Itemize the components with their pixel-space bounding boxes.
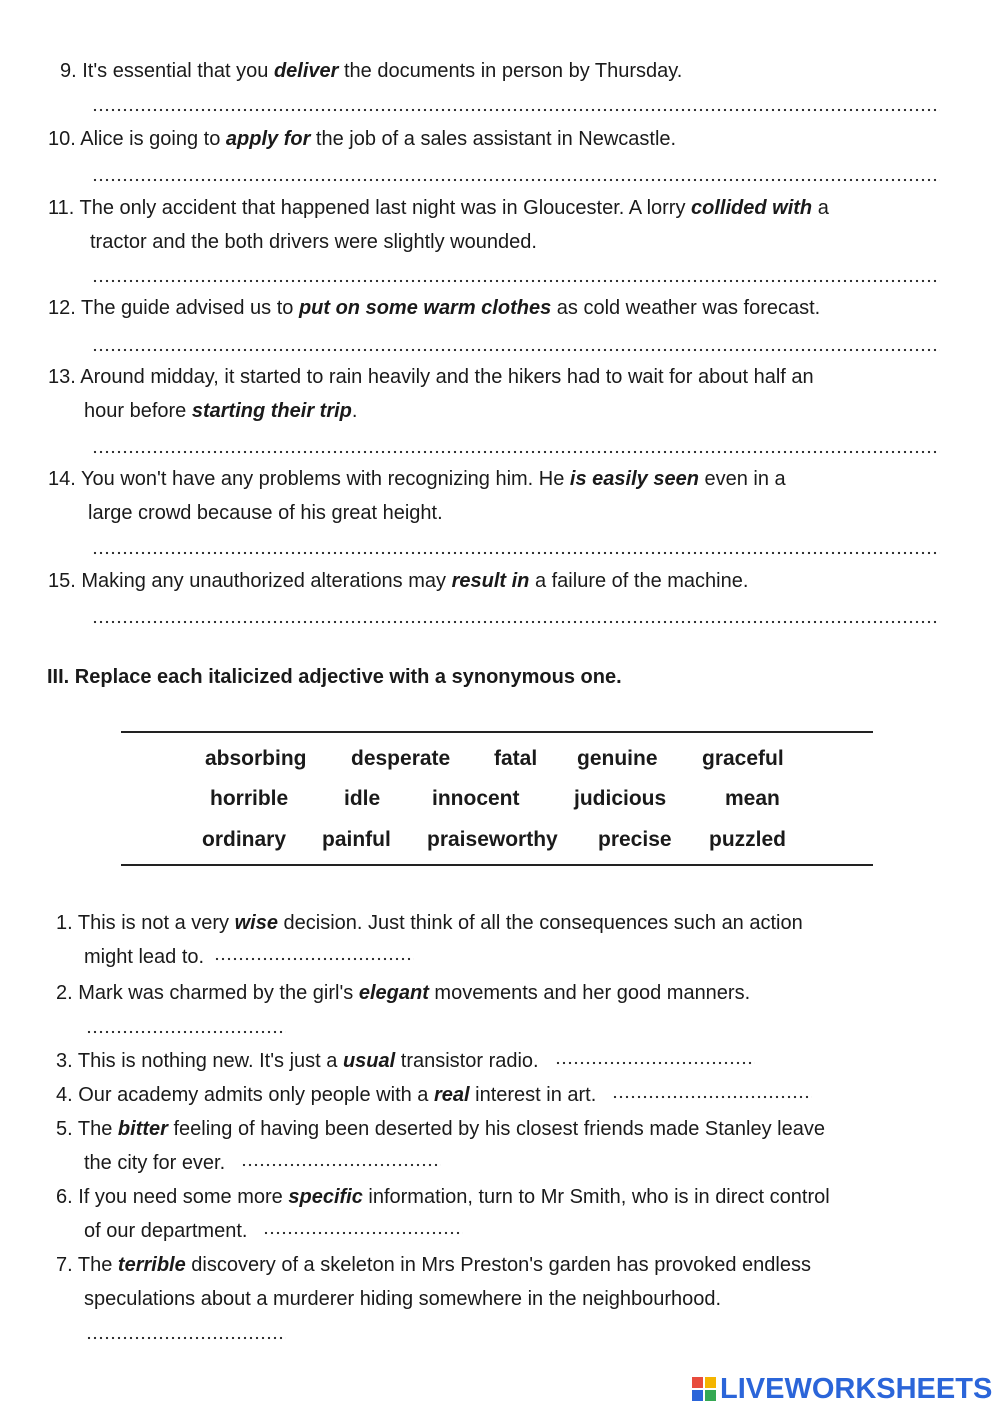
word-option: genuine <box>577 747 658 770</box>
item-text: interest in art. <box>469 1084 597 1106</box>
keyword: result in <box>451 570 530 592</box>
logo-square <box>692 1390 703 1401</box>
keyword: is easily seen <box>569 468 699 490</box>
answer-field-15[interactable] <box>92 612 940 626</box>
s3-item-4 <box>56 1078 812 1112</box>
item-text: information, turn to Mr Smith, who is in direct control <box>362 1186 830 1208</box>
keyword: specific <box>288 1186 363 1208</box>
item-text: decision. Just think of all the consequences such an action <box>277 912 803 934</box>
keyword: collided with <box>691 197 813 219</box>
word-option: horrible <box>210 787 289 810</box>
word-option: judicious <box>574 787 667 810</box>
s3-item-7 <box>56 1248 811 1316</box>
item-number: 5. <box>56 1118 73 1140</box>
word-option: painful <box>322 828 391 851</box>
item-number: 13. <box>48 366 76 388</box>
item-number: 3. <box>56 1050 73 1072</box>
answer-field-s3-5[interactable] <box>241 1155 441 1169</box>
item-text-continued: tractor and the both drivers were slightly wounded. <box>90 231 537 253</box>
item-text: Making any unauthorized alterations may <box>81 570 452 592</box>
answer-field-11[interactable] <box>92 271 940 285</box>
answer-field-s3-7[interactable] <box>86 1328 286 1342</box>
word-option: innocent <box>432 787 520 810</box>
s3-item-2 <box>56 976 750 1010</box>
item-number: 10. <box>48 128 76 150</box>
logo-text: LIVEWORKSHEETS <box>720 1373 993 1405</box>
word-row <box>121 782 873 818</box>
word-row <box>121 823 873 859</box>
answer-field-s3-6[interactable] <box>263 1223 463 1237</box>
keyword: elegant <box>358 982 429 1004</box>
word-box-top-rule <box>121 731 873 733</box>
item-text: Our academy admits only people with a <box>78 1084 434 1106</box>
s3-item-3 <box>56 1044 755 1078</box>
answer-field-13[interactable] <box>92 442 940 456</box>
answer-field-s3-4[interactable] <box>612 1087 812 1101</box>
item-text: Around midday, it started to rain heavily and the hikers had to wait for about half an <box>80 366 814 388</box>
item-text-continued: of our department. <box>84 1220 248 1242</box>
keyword: wise <box>234 912 278 934</box>
item-9 <box>60 54 682 88</box>
keyword: starting their trip <box>191 400 352 422</box>
item-text: discovery of a skeleton in Mrs Preston's garden has provoked endless <box>185 1254 811 1276</box>
word-option: graceful <box>702 747 784 770</box>
logo-square <box>692 1377 703 1388</box>
word-option: praiseworthy <box>427 828 558 851</box>
word-option: ordinary <box>202 828 287 851</box>
word-option: idle <box>344 787 381 810</box>
item-text: Mark was charmed by the girl's <box>78 982 359 1004</box>
s3-item-6 <box>56 1180 830 1248</box>
logo-square <box>705 1377 716 1388</box>
word-box-bottom-rule <box>121 864 873 866</box>
keyword: terrible <box>117 1254 186 1276</box>
item-text-continued: might lead to. <box>84 946 205 968</box>
item-text: as cold weather was forecast. <box>551 297 821 319</box>
item-text: It's essential that you <box>82 60 274 82</box>
item-text-continued: speculations about a murderer hiding somewhere in the neighbourhood. <box>84 1288 722 1310</box>
item-text: You won't have any problems with recognizing him. He <box>81 468 570 490</box>
item-13 <box>48 360 814 428</box>
answer-field-s3-1[interactable] <box>214 949 414 963</box>
word-option: precise <box>598 828 672 851</box>
answer-field-10[interactable] <box>92 170 940 184</box>
answer-field-s3-3[interactable] <box>555 1053 755 1067</box>
item-text: The guide advised us to <box>81 297 299 319</box>
item-11 <box>48 191 829 259</box>
item-number: 1. <box>56 912 73 934</box>
keyword: put on some warm clothes <box>298 297 552 319</box>
item-text: transistor radio. <box>395 1050 539 1072</box>
s3-item-1 <box>56 906 803 974</box>
word-row <box>121 742 873 778</box>
item-14 <box>48 462 786 530</box>
word-option: puzzled <box>709 828 786 851</box>
item-text: movements and her good manners. <box>428 982 751 1004</box>
answer-field-9[interactable] <box>92 100 940 114</box>
word-option: desperate <box>351 747 451 770</box>
item-number: 11. <box>48 197 75 219</box>
item-text: the job of a sales assistant in Newcastle. <box>310 128 677 150</box>
word-option: mean <box>725 787 780 810</box>
item-number: 12. <box>48 297 76 319</box>
item-text: the documents in person by Thursday. <box>338 60 683 82</box>
logo-square <box>705 1390 716 1401</box>
item-text: This is not a very <box>77 912 235 934</box>
item-number: 2. <box>56 982 73 1004</box>
item-number: 9. <box>60 60 77 82</box>
item-text: The only accident that happened last night was in Gloucester. A lorry <box>79 197 692 219</box>
keyword: real <box>433 1084 470 1106</box>
liveworksheets-logo <box>692 1372 992 1406</box>
word-option: absorbing <box>205 747 307 770</box>
item-number: 14. <box>48 468 76 490</box>
item-text-continued: the city for ever. <box>84 1152 226 1174</box>
answer-field-12[interactable] <box>92 340 940 354</box>
keyword: bitter <box>117 1118 168 1140</box>
item-text: The <box>77 1118 118 1140</box>
item-number: 6. <box>56 1186 73 1208</box>
keyword: deliver <box>273 60 339 82</box>
item-text-continued: large crowd because of his great height. <box>88 502 443 524</box>
section-heading: III. Replace each italicized adjective with a synonymous one. <box>47 666 622 688</box>
logo-grid-icon <box>692 1377 716 1401</box>
s3-item-5 <box>56 1112 825 1180</box>
item-15 <box>48 564 748 598</box>
keyword: usual <box>342 1050 396 1072</box>
word-option: fatal <box>494 747 538 770</box>
item-text: Alice is going to <box>80 128 226 150</box>
item-text-continued: hour before <box>84 400 192 422</box>
item-text: feeling of having been deserted by his closest friends made Stanley leave <box>167 1118 825 1140</box>
keyword: apply for <box>225 128 311 150</box>
item-text: This is nothing new. It's just a <box>77 1050 343 1072</box>
item-number: 15. <box>48 570 76 592</box>
item-12 <box>48 291 820 325</box>
item-text: even in a <box>698 468 786 490</box>
item-text: . <box>351 400 358 422</box>
item-number: 7. <box>56 1254 73 1276</box>
item-text: a failure of the machine. <box>529 570 749 592</box>
item-text: a <box>812 197 829 219</box>
item-text: If you need some more <box>78 1186 289 1208</box>
answer-field-14[interactable] <box>92 543 940 557</box>
item-number: 4. <box>56 1084 73 1106</box>
item-10 <box>48 122 676 156</box>
item-text: The <box>77 1254 118 1276</box>
answer-field-s3-2[interactable] <box>86 1022 286 1036</box>
